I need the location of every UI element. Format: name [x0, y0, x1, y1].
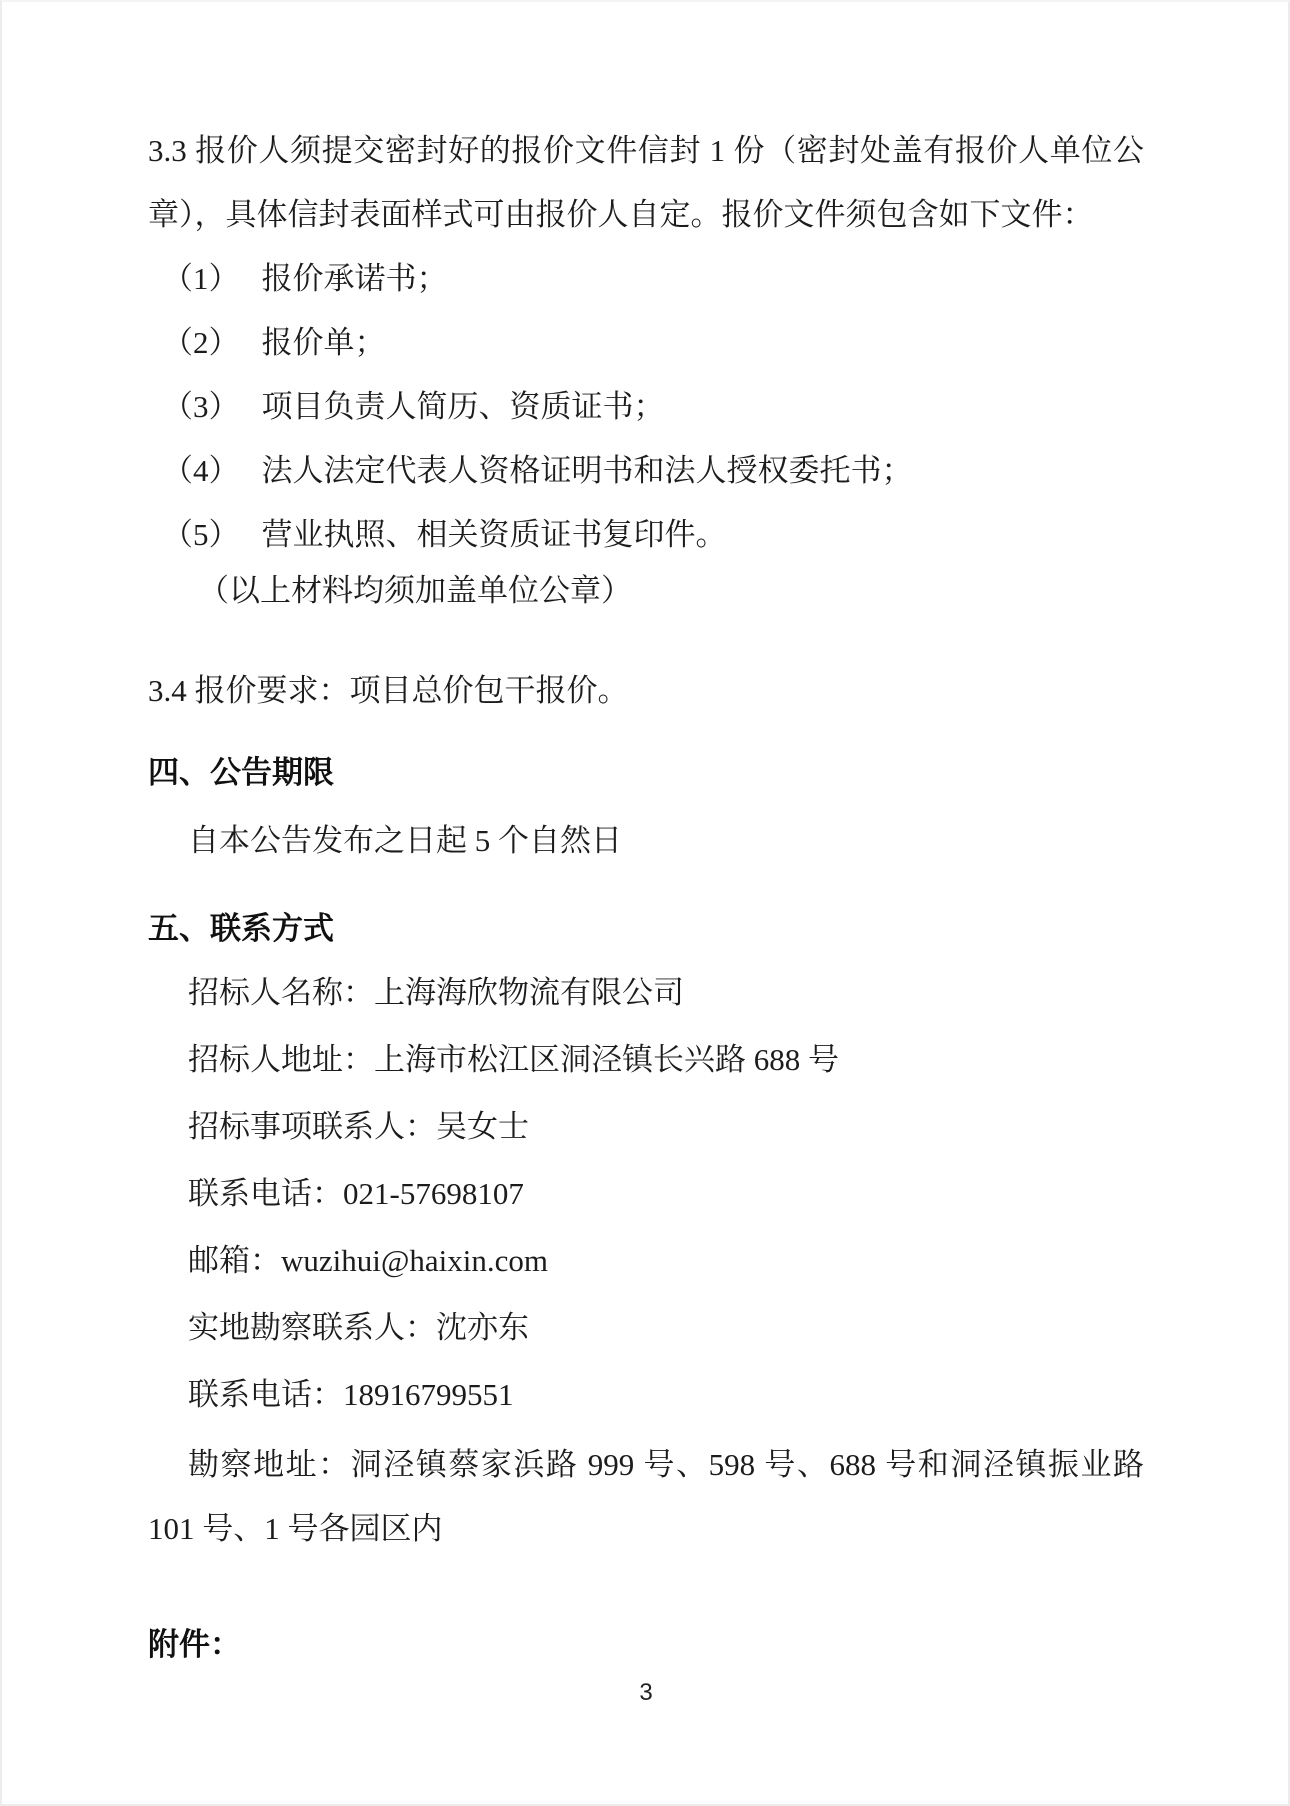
list-item: [148, 311, 1144, 375]
contact-line-phone-1: 联系电话：021-57698107: [188, 1176, 524, 1211]
announcement-period-text: 自本公告发布之日起 5 个自然日: [188, 823, 622, 858]
quotation-document-list: [148, 247, 1144, 567]
contact-line-tender-contact-person: 招标事项联系人：吴女士: [188, 1109, 529, 1144]
attachment-heading: 附件：: [148, 1627, 241, 1662]
list-item-number: （4）: [162, 453, 240, 488]
page-number: 3: [639, 1679, 653, 1706]
list-item-number: （3）: [162, 389, 240, 424]
list-item: [148, 247, 1144, 311]
list-item: [148, 375, 1144, 439]
list-item-text: 报价承诺书；: [261, 261, 448, 296]
contact-line-tenderer-address: 招标人地址：上海市松江区洞泾镇长兴路 688 号: [188, 1042, 839, 1077]
contact-line-email: 邮箱：wuzihui@haixin.com: [188, 1243, 549, 1278]
list-item: [148, 503, 1144, 567]
list-item-number: （1）: [162, 261, 240, 296]
contact-line-tenderer-name: 招标人名称：上海海欣物流有限公司: [188, 975, 684, 1010]
section-heading-contact-info: 五、联系方式: [148, 911, 334, 946]
contact-line-phone-2: 联系电话：18916799551: [188, 1377, 514, 1412]
section-heading-announcement-period: 四、公告期限: [148, 755, 334, 790]
para-3-3: 3.3 报价人须提交密封好的报价文件信封 1 份（密封处盖有报价人单位公章），具体信封表面样式可由报价人自定。报价文件须包含如下文件：: [148, 133, 1144, 232]
contact-info-block: [148, 961, 1144, 1427]
list-item-number: （2）: [162, 325, 240, 360]
list-item-text: 营业执照、相关资质证书复印件。: [261, 517, 727, 552]
contact-line-survey-contact-person: 实地勘察联系人：沈亦东: [188, 1310, 529, 1345]
list-item-text: 报价单；: [261, 325, 386, 360]
survey-address: 勘察地址：洞泾镇蔡家浜路 999 号、598 号、688 号和洞泾镇振业路 101 号、1 号各园区内: [148, 1447, 1144, 1546]
list-item-text: 法人法定代表人资格证明书和法人授权委托书；: [261, 453, 913, 488]
list-item-text: 项目负责人简历、资质证书；: [261, 389, 665, 424]
list-item: [148, 439, 1144, 503]
list-item-number: （5）: [162, 517, 240, 552]
seal-note: （以上材料均须加盖单位公章）: [198, 573, 632, 608]
para-3-4: 3.4 报价要求：项目总价包干报价。: [148, 673, 629, 708]
